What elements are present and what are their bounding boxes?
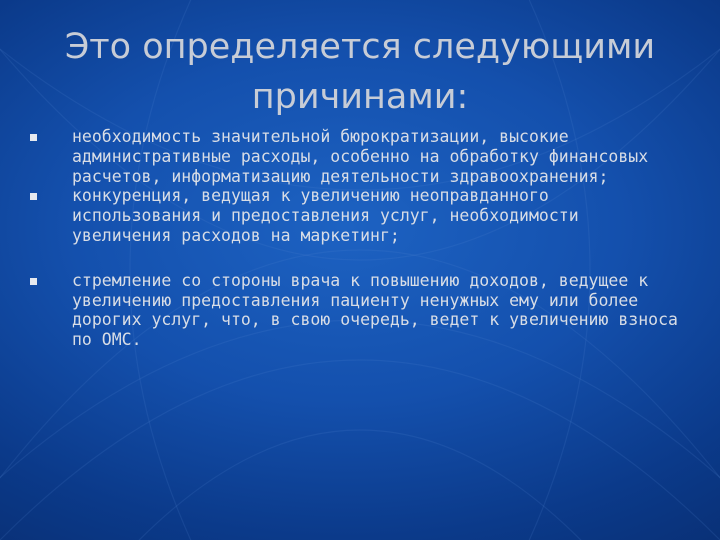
bullet-text: конкуренция, ведущая к увеличению неоправданного использования и предоставления услуг, необходимости увеличения расходов на маркетинг; xyxy=(72,186,579,245)
bullet-item xyxy=(28,271,678,350)
square-bullet-icon xyxy=(30,193,37,200)
square-bullet-icon xyxy=(30,134,37,141)
slide-title xyxy=(40,22,680,122)
bullet-item xyxy=(28,186,678,245)
square-bullet-icon xyxy=(30,278,37,285)
slide-title-line-1: Это определяется следующими xyxy=(64,27,656,67)
bullet-list xyxy=(28,127,678,350)
bullet-text: необходимость значительной бюрократизации, высокие административные расходы, особенно на обработку финансовых расчетов, информатизацию деятельности здравоохранения; xyxy=(72,127,649,186)
bullet-item xyxy=(28,127,678,186)
slide-title-line-2: причинами: xyxy=(251,77,469,117)
bullet-text: стремление со стороны врача к повышению доходов, ведущее к увеличению предоставления пациенту ненужных ему или более дорогих услуг, что, в свою очередь, ведет к увеличению взноса по ОМС. xyxy=(72,270,678,350)
